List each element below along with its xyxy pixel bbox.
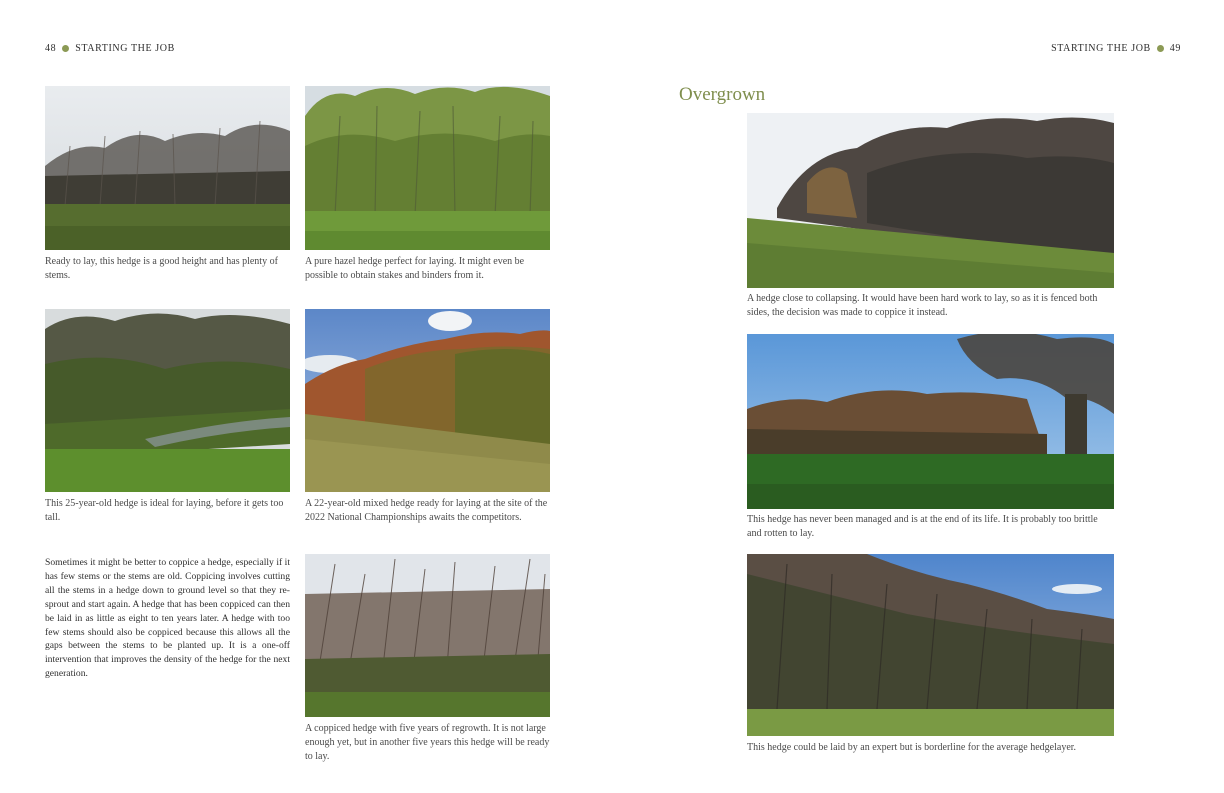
section-title-overgrown: Overgrown	[679, 84, 766, 105]
photo-hazel-hedge	[305, 86, 550, 250]
right-running-head	[1051, 43, 1181, 54]
right-page-number: 49	[1169, 43, 1181, 54]
caption-photo-5: A coppiced hedge with five years of regrowth. It is not large enough yet, but in another five years this hedge will be ready to lay.	[305, 723, 550, 762]
photo-coppiced-hedge	[305, 554, 550, 717]
caption-photo-1: Ready to lay, this hedge is a good height and has plenty of stems.	[45, 256, 278, 281]
caption-photo-8: This hedge could be laid by an expert but is borderline for the average hedgelayer.	[747, 742, 1077, 753]
left-running-head	[45, 43, 175, 54]
caption-photo-4: A 22-year-old mixed hedge ready for laying at the site of the 2022 National Championships awaits the competitors.	[305, 498, 548, 523]
caption-photo-6: A hedge close to collapsing. It would have been hard work to lay, so as it is fenced both sides, the decision was made to coppice it instead.	[747, 293, 1098, 318]
photo-22-year-old-mixed-hedge	[305, 309, 550, 492]
body-text-coppicing: Sometimes it might be better to coppice a hedge, especially if it has few stems or the stems are old. Coppicing involves cutting all the stems in a hedge down to ground level so that they re-sprout and start again. A hedge that has been coppiced can then be laid in as little as eight to ten years later. A hedge with too few stems should also be coppiced because this allows all the gaps between the stems to be planted up. It is a one-off intervention that improves the density of the hedge for the next generation.	[45, 557, 290, 680]
photo-collapsing-hedge	[747, 113, 1114, 288]
photo-25-year-old-hedge	[45, 309, 290, 492]
photo-borderline-hedge	[747, 554, 1114, 736]
right-running-head-text: STARTING THE JOB	[1051, 43, 1151, 54]
caption-photo-3: This 25-year-old hedge is ideal for laying, before it gets too tall.	[45, 498, 284, 523]
photo-unmanaged-hedge	[747, 334, 1114, 509]
bullet-dot-icon	[62, 45, 69, 52]
left-page-number: 48	[45, 43, 57, 54]
bullet-dot-icon	[1157, 45, 1164, 52]
photo-ready-to-lay-hedge	[45, 86, 290, 250]
caption-photo-2: A pure hazel hedge perfect for laying. It might even be possible to obtain stakes and binders from it.	[305, 256, 525, 281]
caption-photo-7: This hedge has never been managed and is at the end of its life. It is probably too brittle and rotten to lay.	[747, 514, 1098, 539]
left-running-head-text: STARTING THE JOB	[75, 43, 175, 54]
